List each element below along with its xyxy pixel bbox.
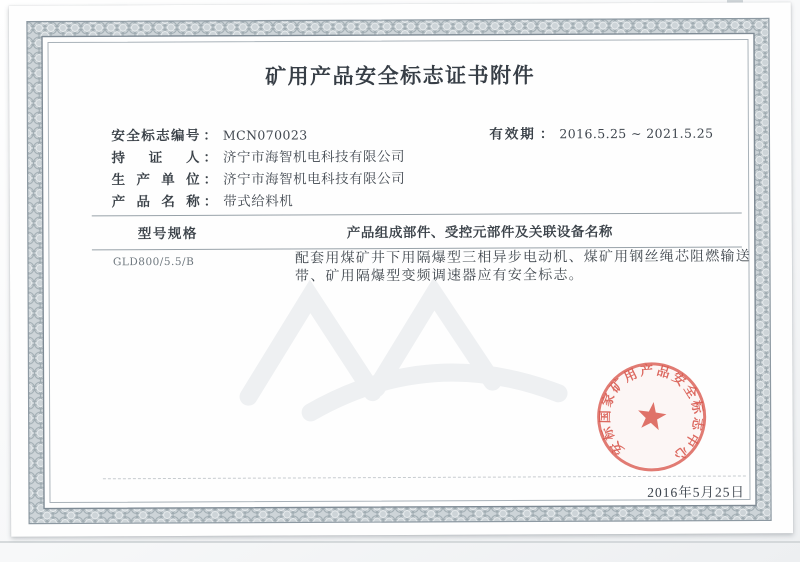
- table-header-model: 型号规格: [137, 225, 198, 242]
- product-name-label: 产品名称: [111, 193, 200, 210]
- cert-number-label: 安全标志编号: [111, 127, 200, 144]
- validity-value: 2016.5.25 ~ 2021.5.25: [559, 125, 714, 142]
- field-manufacturer: [112, 167, 406, 188]
- certificate-title: 矿用产品安全标志证书附件: [265, 63, 536, 89]
- cert-number-value: MCN070023: [222, 127, 308, 143]
- colon: ：: [203, 149, 218, 165]
- field-certificate-holder: [111, 145, 405, 166]
- table-row-components: 配套用煤矿井下用隔爆型三相异步电动机、煤矿用钢丝绳芯阻燃输送带、矿用隔爆型变频调速器应有安全标志。: [294, 249, 751, 284]
- seal-text: 安标国家矿用产品安全标志中心: [597, 362, 707, 465]
- colon: ：: [203, 193, 218, 209]
- issue-date: 2016年5月25日: [647, 484, 746, 500]
- colon: ：: [203, 127, 217, 143]
- certificate-page: [9, 2, 793, 536]
- manufacturer-label: 生产单位: [111, 171, 200, 188]
- field-product-name: [112, 189, 294, 210]
- holder-value: 济宁市海智机电科技有限公司: [222, 148, 406, 165]
- holder-label: 持证人: [111, 149, 200, 166]
- validity-label: 有效期: [489, 126, 536, 142]
- official-seal: [591, 357, 712, 478]
- scan-edge-line: [0, 541, 800, 543]
- table-row-model: GLD800/5.5/B: [112, 255, 195, 269]
- colon: ：: [539, 126, 554, 142]
- manufacturer-value: 济宁市海智机电科技有限公司: [223, 170, 406, 187]
- product-name-value: 带式给料机: [223, 193, 294, 209]
- field-validity: [489, 122, 713, 144]
- table-header-components: 产品组成部件、受控元部件及关联设备名称: [346, 224, 613, 241]
- colon: ：: [203, 171, 218, 187]
- field-cert-number: [111, 123, 307, 144]
